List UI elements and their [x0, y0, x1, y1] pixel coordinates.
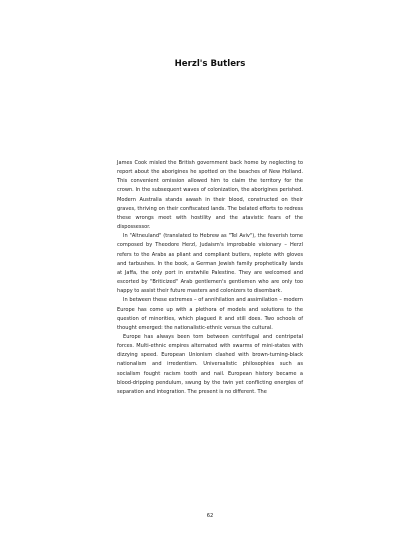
paragraph: In between these extremes – of annihilation and assimilation – modern Europe has come up with a plethora of models and solutions to the question of minorities, which plagued it and still does. Two schools of thought emerged: the nationalistic-ethnic versus the cultural.	[117, 297, 303, 331]
chapter-title: Herzl's Butlers	[174, 59, 246, 69]
paragraph: In "Altneuland" (translated to Hebrew as "Tel Aviv"), the feverish tome composed by Theodore Herzl, Judaism's improbable visionary – Herzl refers to the Arabs as pliant and compliant butlers, replete with gloves and tarbushes. In the book, a German Jewish family prophetically lands at Jaffa, the only port in erstwhile Palestine. They are welcomed and escorted by "Briticized" Arab gentlemen's gentlemen who are only too happy to assist their future masters and colonizers to disembark.	[117, 233, 303, 295]
paragraph: Europe has always been torn between centrifugal and centripetal forces. Multi-ethnic empires alternated with swarms of mini-states with dizzying speed. European Unionism clashed with brown-turning-black nationalism and irredentism. Universalistic philosophies such as socialism fought racism tooth and nail. European history became a blood-dripping pendulum, swung by the twin yet conflicting energies of separation and integration. The present is no different. The	[117, 333, 303, 395]
paragraph: James Cook misled the British government back home by neglecting to report about the aborigines he spotted on the beaches of New Holland. This convenient omission allowed him to claim the territory for the crown. In the subsequent waves of colonization, the aborigines perished. Modern Australia stands awash in their blood, constructed on their graves, thriving on their confiscated lands. The belated efforts to redress these wrongs meet with hostility and the atavistic fears of the dispossessor.	[117, 160, 303, 231]
page-number: 62	[206, 513, 214, 519]
body-text	[117, 159, 303, 397]
